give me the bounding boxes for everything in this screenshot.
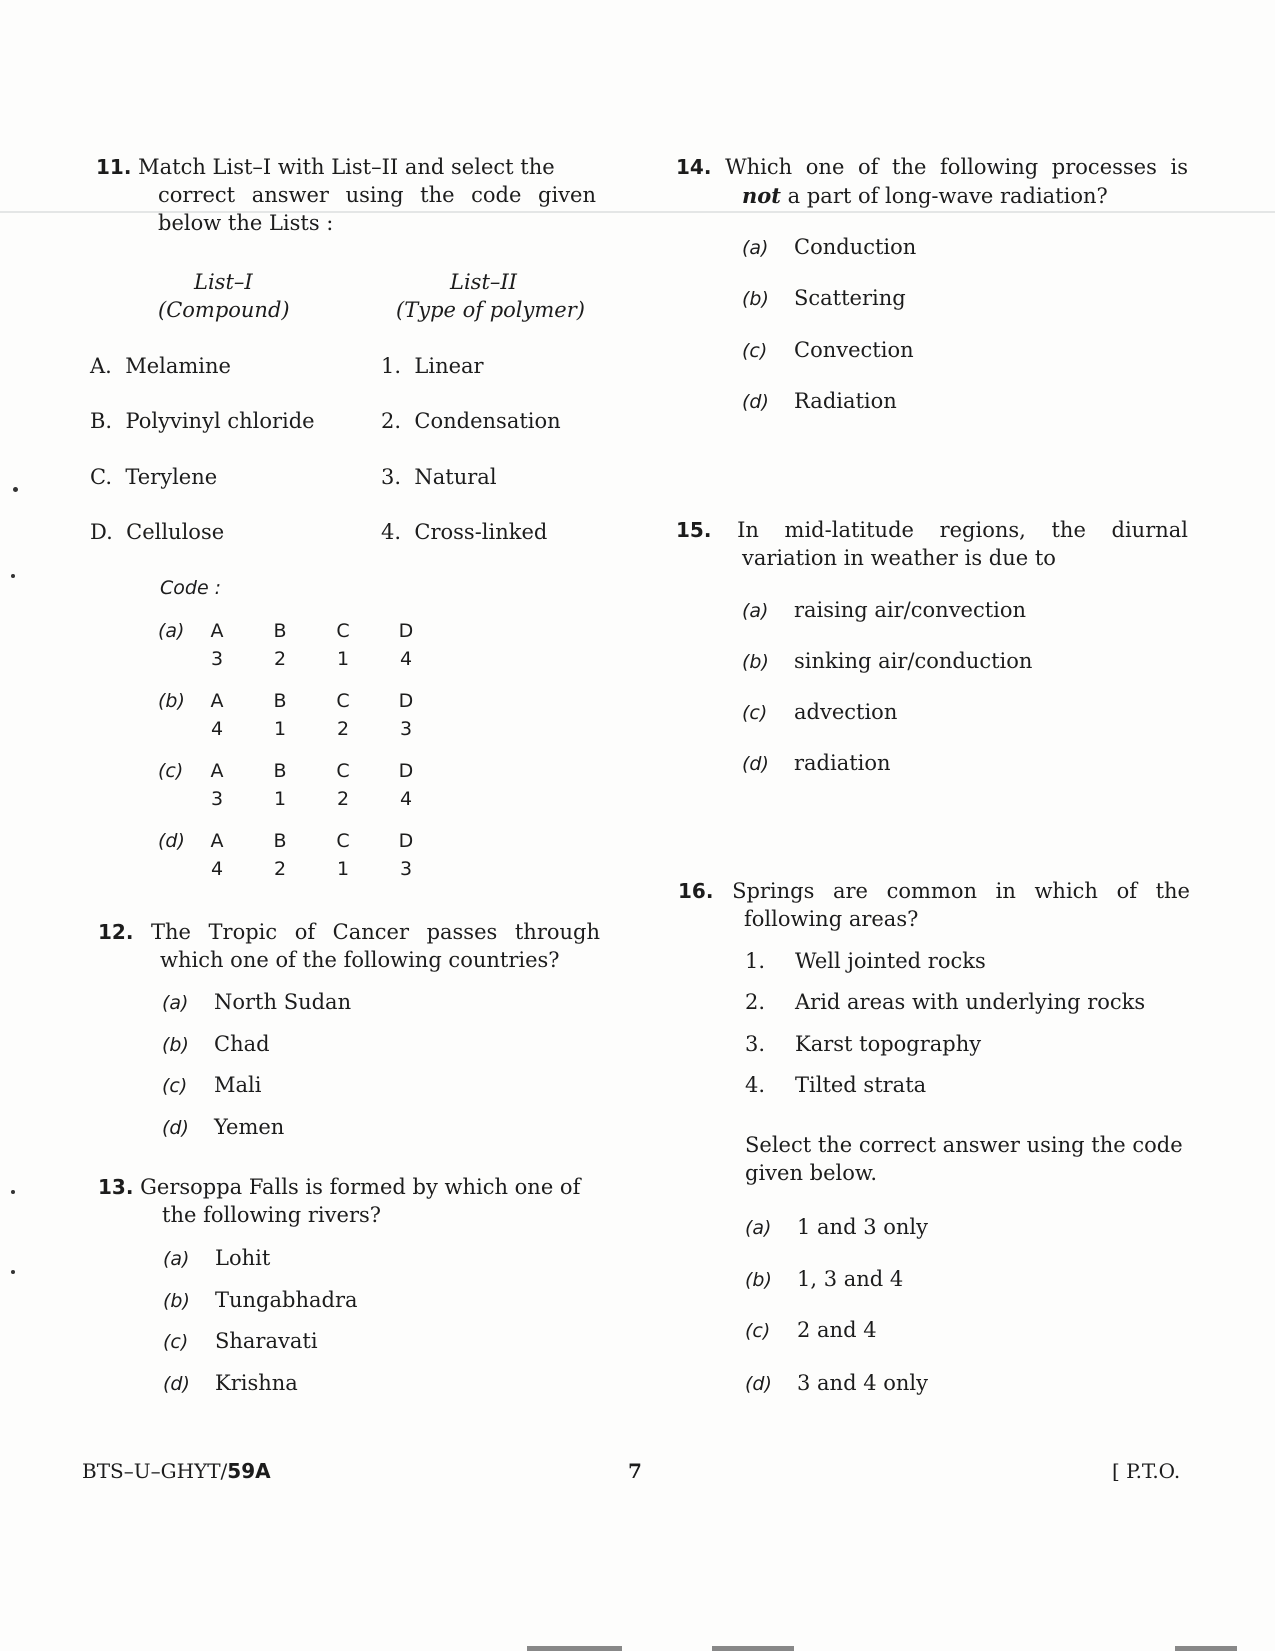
paper-code: BTS–U–GHYT/59A: [82, 1459, 271, 1483]
q14-number: 14.: [676, 155, 712, 179]
scan-edge-mark: [712, 1646, 794, 1651]
list1-item-b: B. Polyvinyl chloride: [90, 409, 315, 433]
q16-instruction-line1: Select the correct answer using the code: [745, 1133, 1183, 1157]
q15-option-a[interactable]: (a) raising air/convection: [742, 598, 1027, 622]
q16-instruction-line2: given below.: [745, 1161, 878, 1185]
q12-number: 12.: [98, 920, 134, 944]
q16-option-b[interactable]: (b) 1, 3 and 4: [745, 1267, 904, 1291]
q14-line2: not a part of long-wave radiation?: [742, 183, 1108, 208]
list1-subheading: (Compound): [158, 298, 290, 322]
q15-option-d[interactable]: (d) radiation: [742, 751, 891, 775]
list1-heading: List–I: [194, 270, 253, 294]
q11-line2: correct answer using the code given: [158, 183, 596, 207]
q14-option-c[interactable]: (c) Convection: [742, 338, 914, 362]
margin-dot: [11, 1270, 15, 1274]
q15-line1: 15. In mid-latitude regions, the diurnal: [676, 518, 1188, 542]
q16-line2: following areas?: [744, 907, 919, 931]
q13-line1: 13. Gersoppa Falls is formed by which one of: [98, 1175, 581, 1199]
list1-item-a: A. Melamine: [90, 354, 231, 378]
list2-item-2: 2. Condensation: [381, 409, 561, 433]
list2-subheading: (Type of polymer): [396, 298, 585, 322]
q14-option-d[interactable]: (d) Radiation: [742, 389, 897, 413]
q12-line1: 12. The Tropic of Cancer passes through: [98, 920, 600, 944]
q12-option-c[interactable]: (c) Mali: [162, 1073, 262, 1097]
q15-number: 15.: [676, 518, 712, 542]
q15-option-c[interactable]: (c) advection: [742, 700, 898, 724]
q11-line1: 11. Match List–I with List–II and select the: [96, 155, 555, 179]
q13-option-d[interactable]: (d) Krishna: [163, 1371, 298, 1395]
list1-item-d: D. Cellulose: [90, 520, 225, 544]
q14-option-a[interactable]: (a) Conduction: [742, 235, 917, 259]
page-number: 7: [628, 1459, 642, 1483]
q12-option-a[interactable]: (a) North Sudan: [162, 990, 352, 1014]
q16-number: 16.: [678, 879, 714, 903]
q11-number: 11.: [96, 155, 132, 179]
q11-line3: below the Lists :: [158, 211, 334, 235]
code-label: Code :: [160, 577, 222, 599]
q16-option-a[interactable]: (a) 1 and 3 only: [745, 1215, 928, 1239]
scan-edge-mark: [1175, 1646, 1237, 1651]
q12-line2: which one of the following countries?: [160, 948, 560, 972]
q16-item-1: 1. Well jointed rocks: [745, 949, 986, 973]
margin-dot: [13, 487, 18, 492]
list2-item-1: 1. Linear: [381, 354, 484, 378]
q13-option-c[interactable]: (c) Sharavati: [163, 1329, 318, 1353]
scan-edge-mark: [527, 1646, 622, 1651]
list2-heading: List–II: [450, 270, 517, 294]
q12-option-d[interactable]: (d) Yemen: [162, 1115, 285, 1139]
q16-item-3: 3. Karst topography: [745, 1032, 982, 1056]
q13-line2: the following rivers?: [162, 1203, 382, 1227]
q13-number: 13.: [98, 1175, 134, 1199]
margin-dot: [11, 1190, 15, 1194]
list2-item-3: 3. Natural: [381, 465, 497, 489]
q12-option-b[interactable]: (b) Chad: [162, 1032, 270, 1056]
q16-line1: 16. Springs are common in which of the: [678, 879, 1190, 903]
q16-option-d[interactable]: (d) 3 and 4 only: [745, 1371, 928, 1395]
pto-label: [ P.T.O.: [1112, 1459, 1181, 1483]
q15-option-b[interactable]: (b) sinking air/conduction: [742, 649, 1033, 673]
q13-option-a[interactable]: (a) Lohit: [163, 1246, 271, 1270]
q16-item-2: 2. Arid areas with underlying rocks: [745, 990, 1146, 1014]
q16-item-4: 4. Tilted strata: [745, 1073, 927, 1097]
list2-item-4: 4. Cross-linked: [381, 520, 548, 544]
q15-line2: variation in weather is due to: [742, 546, 1056, 570]
q14-line1: 14. Which one of the following processes is: [676, 155, 1188, 179]
q14-option-b[interactable]: (b) Scattering: [742, 286, 906, 310]
q13-option-b[interactable]: (b) Tungabhadra: [163, 1288, 358, 1312]
q16-option-c[interactable]: (c) 2 and 4: [745, 1318, 877, 1342]
margin-dot: [11, 574, 15, 578]
list1-item-c: C. Terylene: [90, 465, 218, 489]
